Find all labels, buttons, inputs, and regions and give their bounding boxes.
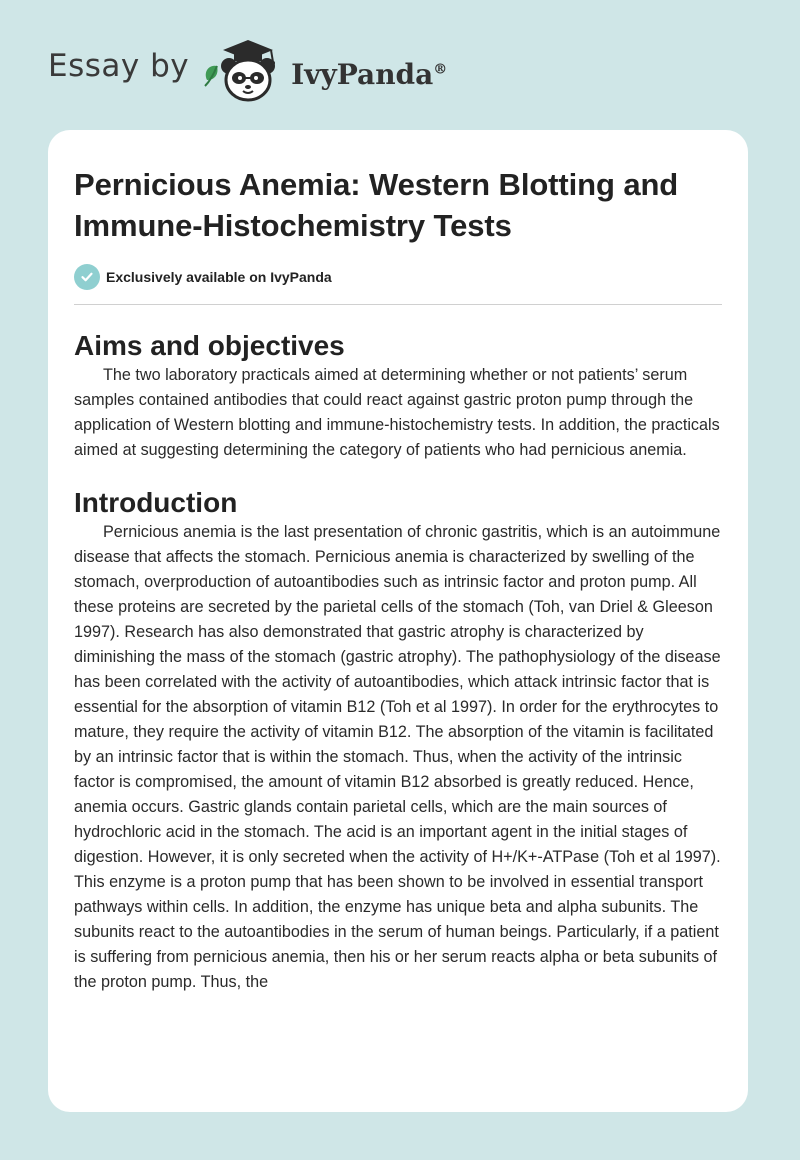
section-heading-aims: Aims and objectives — [74, 330, 345, 361]
brand-prefix: Essay by — [48, 48, 190, 84]
site-logo[interactable] — [48, 36, 447, 104]
panda-logo-icon — [201, 36, 287, 104]
brand-name — [291, 58, 447, 91]
exclusive-badge — [74, 264, 722, 290]
section-heading-introduction: Introduction — [74, 487, 238, 518]
exclusive-badge-text: Exclusively available on IvyPanda — [106, 269, 332, 285]
section-paragraph-introduction: Pernicious anemia is the last presentation of chronic gastritis, which is an autoimmune disease that affects the stomach. Pernicious anemia is characterized by swelling of the stomach, overproduction of autoantibodies such as intrinsic factor and proton pump. All these proteins are secreted by the parietal cells of the stomach (Toh, van Driel & Gleeson 1997). Research has also demonstrated that gastric atrophy is characterized by diminishing the mass of the stomach (gastric atrophy). The pathophysiology of the disease has been correlated with the activity of autoantibodies, which attack intrinsic factor that is essential for the absorption of vitamin B12 (Toh et al 1997). In order for the erythrocytes to mature, they require the activity of vitamin B12. The absorption of the vitamin is facilitated by an intrinsic factor that is within the stomach. Thus, when the activity of the intrinsic factor is compromised, the amount of vitamin B12 absorbed is greatly reduced. Hence, anemia occurs. Gastric glands contain parietal cells, which are the main sources of hydrochloric acid in the stomach. The acid is an important agent in the initial stages of digestion. However, it is only secreted when the activity of H+/K+-ATPase (Toh et al 1997). This enzyme is a proton pump that has been shown to be involved in essential transport pathways within cells. In addition, the enzyme has unique beta and alpha subunits. The subunits react to the autoantibodies in the serum of human beings. Particularly, if a patient is suffering from pernicious anemia, then his or her serum reacts alpha or beta subunits of the proton pump. Thus, the — [74, 523, 721, 991]
brand-name-text: IvyPanda — [291, 57, 434, 91]
registered-mark: ® — [433, 61, 448, 78]
divider — [74, 304, 722, 305]
check-icon — [74, 264, 100, 290]
section-paragraph-aims: The two laboratory practicals aimed at determining whether or not patients’ serum samples contained antibodies that could react against gastric proton pump through the application of Western blotting and immune-histochemistry tests. In addition, the practicals aimed at suggesting determining the category of patients who had pernicious anemia. — [74, 366, 720, 459]
article-title: Pernicious Anemia: Western Blotting and Immune-Histochemistry Tests — [74, 167, 679, 243]
article-card — [48, 130, 748, 1112]
